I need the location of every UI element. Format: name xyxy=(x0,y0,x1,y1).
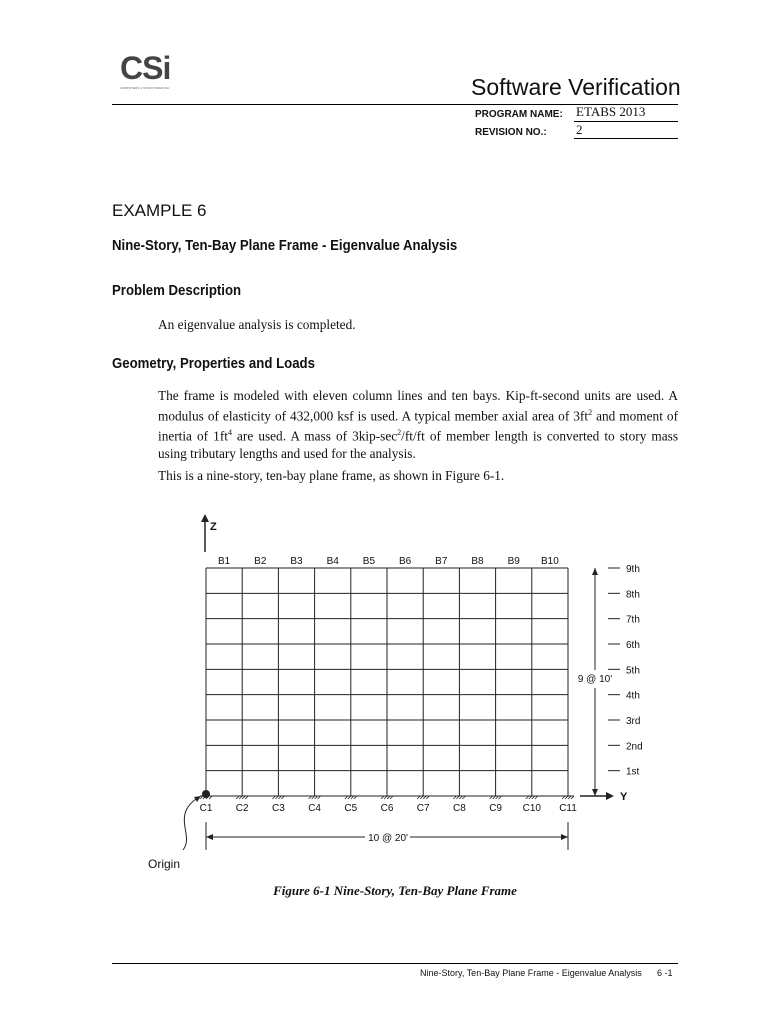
program-name-label: PROGRAM NAME: xyxy=(475,109,563,120)
column-label-C9: C9 xyxy=(489,803,502,814)
figure-caption: Figure 6-1 Nine-Story, Ten-Bay Plane Frame xyxy=(273,883,517,898)
story-label-2nd: 2nd xyxy=(626,741,643,753)
story-label-6th: 6th xyxy=(626,640,640,651)
story-label-5th: 5th xyxy=(626,665,640,677)
height-dim-label: 9 @ 10' xyxy=(577,674,613,685)
origin-marker xyxy=(202,790,210,798)
bay-label-B3: B3 xyxy=(290,556,303,567)
logo-subtitle: COMPUTERS & STRUCTURES INC. xyxy=(120,86,171,90)
bay-label-B7: B7 xyxy=(435,556,448,567)
bay-label-B8: B8 xyxy=(471,556,484,567)
width-dim-label: 10 @ 20' xyxy=(368,833,408,844)
program-name-value: ETABS 2013 xyxy=(576,104,646,119)
column-label-C10: C10 xyxy=(522,803,541,814)
origin-label: Origin xyxy=(148,857,181,871)
figure-intro: This is a nine-story, ten-bay plane frame, as shown in Figure 6-1. xyxy=(158,468,505,483)
story-label-1st: 1st xyxy=(626,766,640,778)
logo-text: CSi xyxy=(120,50,171,86)
geometry-text-b: and moment of inertia of 1ft xyxy=(158,408,678,444)
problem-heading: Problem Description xyxy=(112,282,242,299)
geometry-text-c: are used. A mass of 3kip-sec xyxy=(231,428,398,444)
bay-label-B1: B1 xyxy=(217,556,231,567)
height-dim-arrow-bottom xyxy=(592,789,598,796)
bay-label-B9: B9 xyxy=(507,556,520,567)
geometry-text-a: The frame is modeled with eleven column lines and ten bays. Kip-ft-second units are used. A modulus of elasticity of 432,000 ksf is used. A typical member axial area of 3ft xyxy=(158,388,678,424)
story-label-8th: 8th xyxy=(626,589,640,601)
width-dim-arrow-left xyxy=(206,834,213,840)
column-label-C5: C5 xyxy=(344,803,358,814)
column-label-C2: C2 xyxy=(235,803,249,814)
sup-2: 2 xyxy=(588,408,593,417)
page-title: Software Verification xyxy=(471,74,681,100)
revision-value: 2 xyxy=(576,122,583,137)
sup-2b: 2 xyxy=(397,428,402,438)
footer-page: 6 -1 xyxy=(657,968,673,978)
story-label-9th: 9th xyxy=(626,564,640,575)
story-label-4th: 4th xyxy=(626,690,640,702)
y-axis-label: Y xyxy=(620,791,628,803)
example-title: Nine-Story, Ten-Bay Plane Frame - Eigenvalue Analysis xyxy=(112,237,458,254)
bay-label-B4: B4 xyxy=(326,556,339,567)
geometry-heading: Geometry, Properties and Loads xyxy=(112,355,315,372)
revision-label: REVISION NO.: xyxy=(475,127,547,138)
story-label-7th: 7th xyxy=(626,614,640,626)
column-label-C1: C1 xyxy=(199,803,213,814)
story-label-3rd: 3rd xyxy=(626,716,641,727)
bay-label-B2: B2 xyxy=(254,556,267,567)
bay-label-B6: B6 xyxy=(398,556,412,567)
width-dim-arrow-right xyxy=(561,834,568,840)
footer-rule xyxy=(112,963,678,964)
bay-label-B5: B5 xyxy=(362,556,376,567)
column-label-C7: C7 xyxy=(416,803,430,814)
z-axis-arrow xyxy=(201,514,209,522)
sup-4: 4 xyxy=(227,428,232,438)
origin-leader-arrow xyxy=(194,796,201,802)
z-axis-label: Z xyxy=(210,521,217,533)
column-label-C6: C6 xyxy=(380,803,394,814)
column-label-C3: C3 xyxy=(272,803,285,814)
column-label-C8: C8 xyxy=(453,803,466,814)
height-dim-arrow-top xyxy=(592,568,598,575)
column-label-C4: C4 xyxy=(308,803,321,814)
column-label-C11: C11 xyxy=(559,803,577,814)
footer-text: Nine-Story, Ten-Bay Plane Frame - Eigenvalue Analysis xyxy=(420,968,642,978)
problem-text: An eigenvalue analysis is completed. xyxy=(158,317,356,332)
bay-label-B10: B10 xyxy=(541,556,559,567)
y-axis-arrow xyxy=(606,792,614,800)
example-number: EXAMPLE 6 xyxy=(112,201,207,220)
origin-leader xyxy=(183,797,199,850)
geometry-text-d: /ft/ft of member length is converted to story mass using tributary lengths and used for the analysis. xyxy=(158,428,678,461)
